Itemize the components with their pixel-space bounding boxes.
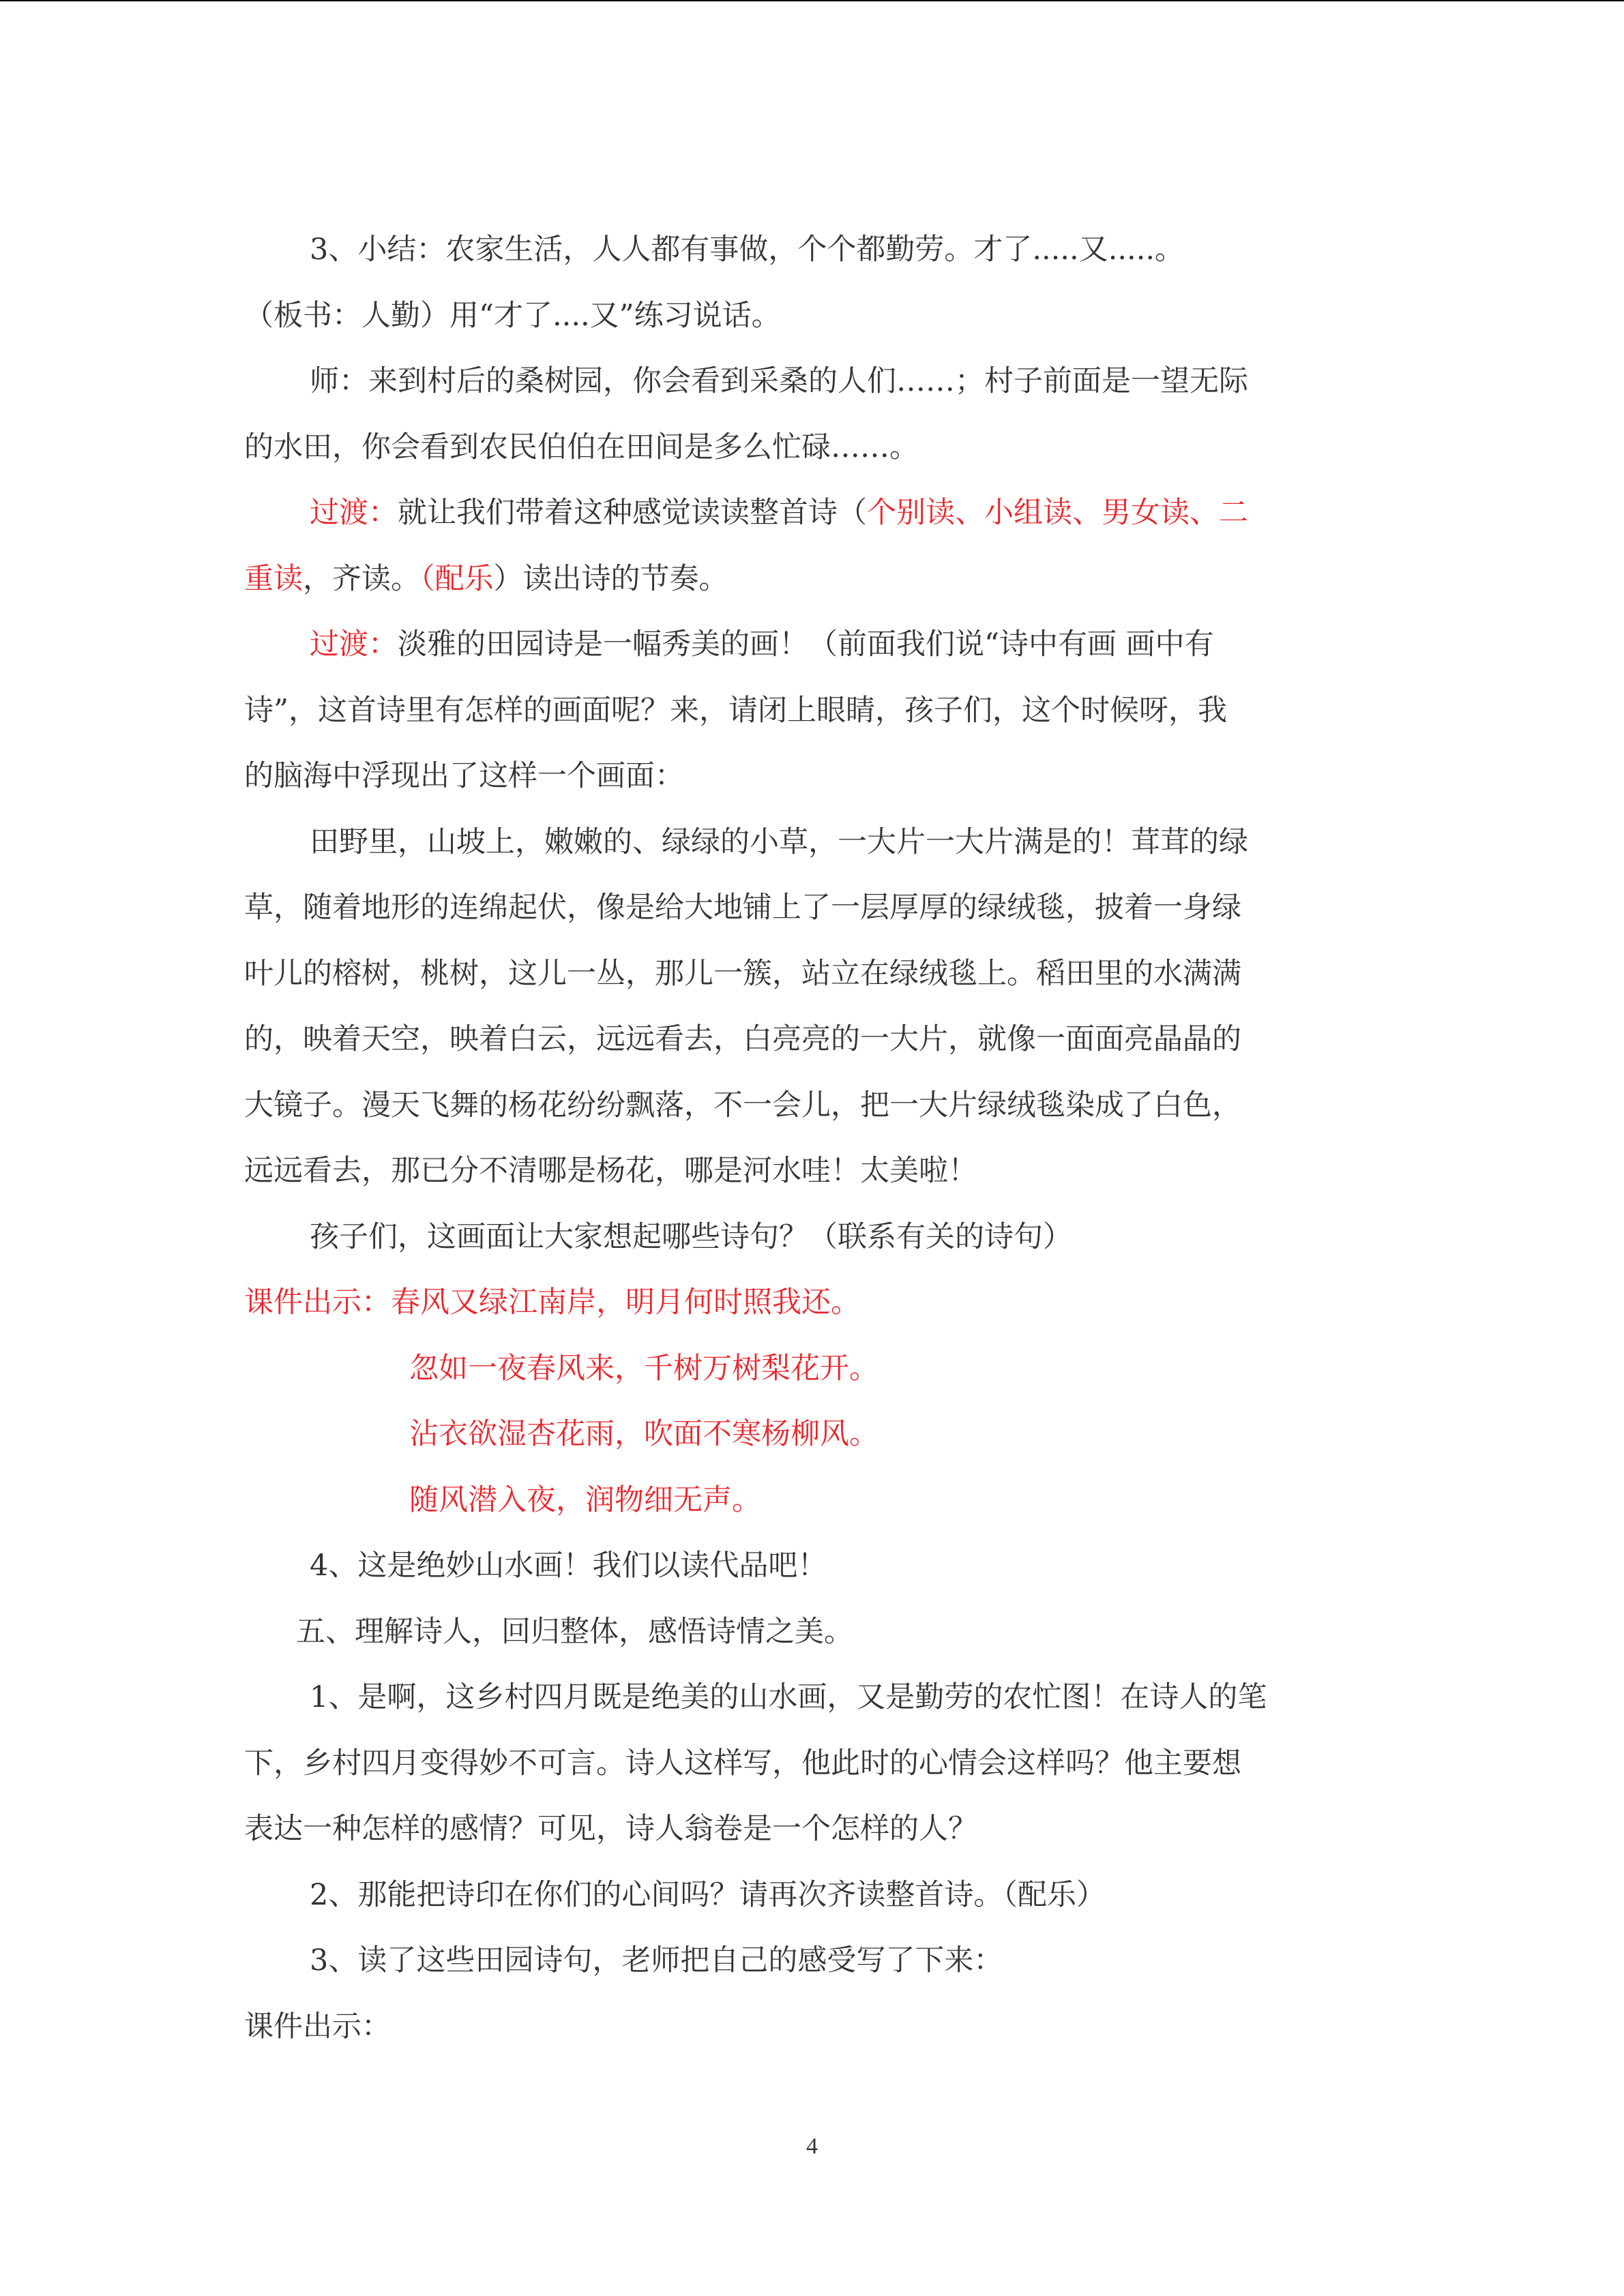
text-segment: （板书：人勤）用“才了....又”练习说话。 [244,298,781,333]
text-segment: 师：来到村后的桑树园，你会看到采桑的人们……；村子前面是一望无际 [310,364,1248,398]
section-heading [244,1599,1376,1665]
transition-label: 过渡： [310,627,398,661]
text-segment: 沾衣欲湿杏花雨，吹面不寒杨柳风。 [409,1417,879,1451]
text-segment: 草，随着地形的连绵起伏，像是给大地铺上了一层厚厚的绿绒毯，披着一身绿 [244,891,1241,925]
poem-line [244,1401,1376,1467]
text-segment: 孩子们，这画面让大家想起哪些诗句？（联系有关的诗句） [310,1219,1072,1254]
text-segment: ）读出诗的节奏。 [493,561,728,596]
text-segment: 3、读了这些田园诗句，老师把自己的感受写了下来： [310,1943,1003,1978]
text-line [244,1796,1376,1862]
text-line [244,415,1376,481]
text-segment: 远远看去，那已分不清哪是杨花，哪是河水哇！太美啦！ [244,1154,977,1188]
text-line [244,1928,1376,1994]
poem-line [244,1467,1376,1534]
text-line [244,283,1376,349]
highlighted-text: 个别读、小组读、男女读、二 [867,496,1248,530]
text-segment: 田野里，山坡上，嫩嫩的、绿绿的小草，一大片一大片满是的！茸茸的绿 [310,824,1248,859]
text-line [244,809,1376,876]
text-segment: 诗”，这首诗里有怎样的画面呢？来，请闭上眼睛，孩子们，这个时候呀，我 [244,693,1227,728]
text-segment: 五、理解诗人，回归整体，感悟诗情之美。 [296,1614,853,1649]
text-line [244,1138,1376,1204]
text-segment: 4、这是绝妙山水画！我们以读代品吧！ [310,1549,827,1583]
text-segment: 3、小结：农家生活，人人都有事做，个个都勤劳。才了.....又.....。 [310,233,1185,267]
text-line [244,875,1376,941]
text-segment: 淡雅的田园诗是一幅秀美的画！（前面我们说“诗中有画 画中有 [398,627,1214,661]
text-segment: 随风潜入夜，润物细无声。 [409,1482,761,1517]
text-segment: 2、那能把诗印在你们的心间吗？请再次齐读整首诗。（配乐） [310,1877,1106,1912]
text-segment: 的水田，你会看到农民伯伯在田间是多么忙碌……。 [244,430,919,464]
text-line [244,1007,1376,1073]
page-number: 4 [806,2134,818,2159]
text-segment: 课件出示： [244,2009,391,2044]
text-line [244,1533,1376,1599]
text-segment: 就让我们带着这种感觉读读整首诗（ [398,496,867,530]
highlighted-text: 重读 [244,561,303,596]
poem-line [244,1336,1376,1402]
highlighted-text: （配乐 [420,561,494,596]
text-line [244,480,1376,546]
text-segment: 的，映着天空，映着白云，远远看去，白亮亮的一大片，就像一面面亮晶晶的 [244,1022,1241,1056]
text-line [244,1862,1376,1928]
page-top-border [0,0,1624,1]
text-line [244,1073,1376,1139]
transition-label: 过渡： [310,496,398,530]
text-segment: ，齐读。 [303,561,420,596]
text-segment: 下，乡村四月变得妙不可言。诗人这样写，他此时的心情会这样吗？他主要想 [244,1746,1241,1780]
document-body [244,217,1376,2059]
text-segment: 大镜子。漫天飞舞的杨花纷纷飘落，不一会儿，把一大片绿绒毯染成了白色， [244,1088,1241,1122]
courseware-line [244,1270,1376,1336]
text-segment: 1、是啊，这乡村四月既是绝美的山水画，又是勤劳的农忙图！在诗人的笔 [310,1680,1267,1714]
text-line [244,678,1376,744]
text-line [244,1731,1376,1797]
text-segment: 忽如一夜春风来，千树万树梨花开。 [409,1351,879,1386]
text-line [244,348,1376,415]
text-segment: 叶儿的榕树，桃树，这儿一丛，那儿一簇，站立在绿绒毯上。稻田里的水满满 [244,956,1241,991]
text-line [244,743,1376,809]
text-line [244,217,1376,283]
text-segment: 的脑海中浮现出了这样一个画面： [244,759,684,793]
text-line [244,941,1376,1007]
text-segment: 课件出示：春风又绿江南岸，明月何时照我还。 [244,1285,860,1320]
text-line [244,1994,1376,2060]
text-segment: 表达一种怎样的感情？可见，诗人翁卷是一个怎样的人？ [244,1812,977,1846]
text-line [244,1204,1376,1270]
text-line [244,546,1376,612]
text-line [244,1665,1376,1731]
text-line [244,612,1376,678]
